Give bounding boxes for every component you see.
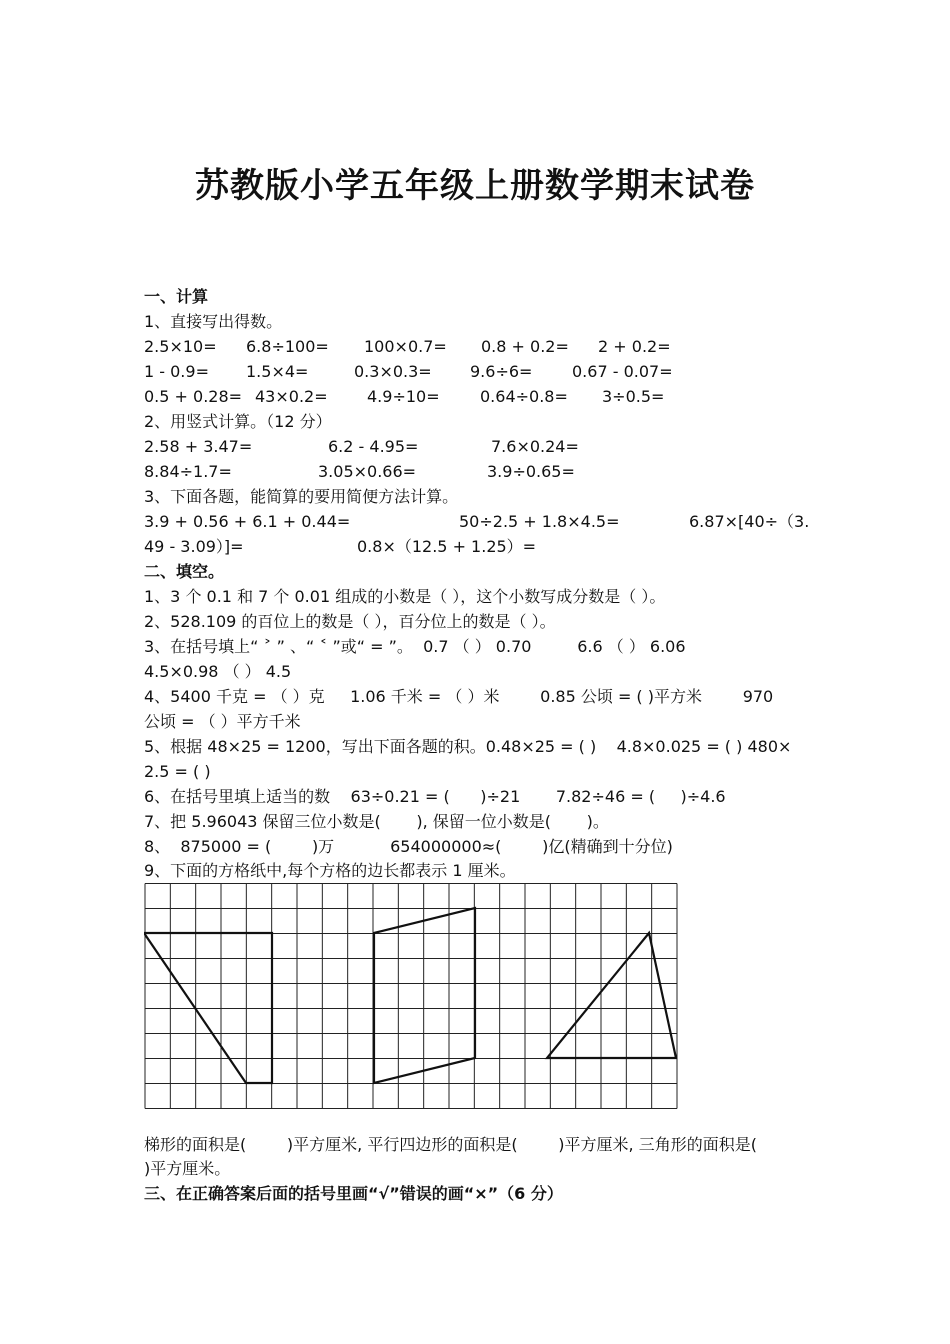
fill-line: 2.5 = ( ) (144, 762, 211, 781)
calc-item: 0.8 + 0.2= (481, 337, 569, 356)
fill-line: 8、 875000 = ( )万 654000000≈( )亿(精确到十分位) (144, 837, 673, 856)
calc-item: 2.5×10= (144, 337, 217, 356)
fill-line: 1、3 个 0.1 和 7 个 0.01 组成的小数是（ ），这个小数写成分数是（ ）。 (144, 587, 666, 606)
calc-item: 0.67 - 0.07= (572, 362, 673, 381)
fill-line: 3、在括号填上“ ˃ ” 、“ ˂ ”或“ = ”。 0.7 （ ） 0.70 6.6 （ ） 6.06 (144, 637, 686, 656)
calc-item: 3.9 + 0.56 + 6.1 + 0.44= (144, 512, 351, 531)
calc-item: 1 - 0.9= (144, 362, 209, 381)
parallelogram-shape (374, 908, 475, 1083)
calc-item: 3÷0.5= (602, 387, 665, 406)
question-1-2: 2、用竖式计算。（12 分） (144, 412, 332, 431)
fill-line: 7、把 5.96043 保留三位小数是( ), 保留一位小数是( )。 (144, 812, 609, 831)
calc-item: 43×0.2= (255, 387, 328, 406)
fill-line: 4.5×0.98 （ ） 4.5 (144, 662, 292, 681)
calc-item: 100×0.7= (364, 337, 447, 356)
calc-item: 50÷2.5 + 1.8×4.5= (459, 512, 620, 531)
calc-item: 7.6×0.24= (491, 437, 579, 456)
fill-line: 2、528.109 的百位上的数是（ ），百分位上的数是（ ）。 (144, 612, 556, 631)
calc-item: 0.8×（12.5 + 1.25）= (357, 537, 537, 556)
triangle-shape (547, 933, 676, 1058)
calc-item: 6.2 - 4.95= (328, 437, 419, 456)
fill-line: 5、根据 48×25 = 1200，写出下面各题的积。0.48×25 = ( ) 4.8×0.025 = ( ) 480× (144, 737, 792, 756)
question-1-3: 3、下面各题，能简算的要用简便方法计算。 (144, 487, 459, 506)
grid-paper-figure (144, 883, 678, 1109)
section-3-heading: 三、在正确答案后面的括号里画“√”错误的画“×”（6 分） (144, 1184, 563, 1203)
area-question-line: 梯形的面积是( )平方厘米, 平行四边形的面积是( )平方厘米, 三角形的面积是( (144, 1135, 757, 1154)
calc-item: 0.5 + 0.28= (144, 387, 243, 406)
area-question-line: )平方厘米。 (144, 1159, 231, 1178)
calc-item: 8.84÷1.7= (144, 462, 232, 481)
fill-line: 6、在括号里填上适当的数 63÷0.21 = ( )÷21 7.82÷46 = ( )÷4.6 (144, 787, 726, 806)
section-2-heading: 二、填空。 (144, 562, 225, 581)
calc-item: 0.3×0.3= (354, 362, 432, 381)
calc-item: 49 - 3.09）]= (144, 537, 244, 556)
fill-line: 4、5400 千克 = （ ）克 1.06 千米 = （ ）米 0.85 公顷 = ( )平方米 970 (144, 687, 774, 706)
calc-item: 1.5×4= (246, 362, 309, 381)
calc-item: 2.58 + 3.47= (144, 437, 253, 456)
calc-item: 6.87×[40÷（3. (689, 512, 810, 531)
calc-item: 9.6÷6= (470, 362, 533, 381)
calc-item: 2 + 0.2= (598, 337, 671, 356)
calc-item: 0.64÷0.8= (480, 387, 568, 406)
calc-item: 4.9÷10= (367, 387, 440, 406)
calc-item: 3.05×0.66= (318, 462, 417, 481)
fill-line: 公顷 = （ ）平方千米 (144, 712, 301, 731)
question-1-1: 1、直接写出得数。 (144, 312, 283, 331)
calc-item: 3.9÷0.65= (487, 462, 575, 481)
page-title: 苏教版小学五年级上册数学期末试卷 (195, 166, 755, 206)
fill-line: 9、下面的方格纸中,每个方格的边长都表示 1 厘米。 (144, 861, 516, 880)
section-1-heading: 一、计算 (144, 287, 209, 306)
calc-item: 6.8÷100= (246, 337, 329, 356)
